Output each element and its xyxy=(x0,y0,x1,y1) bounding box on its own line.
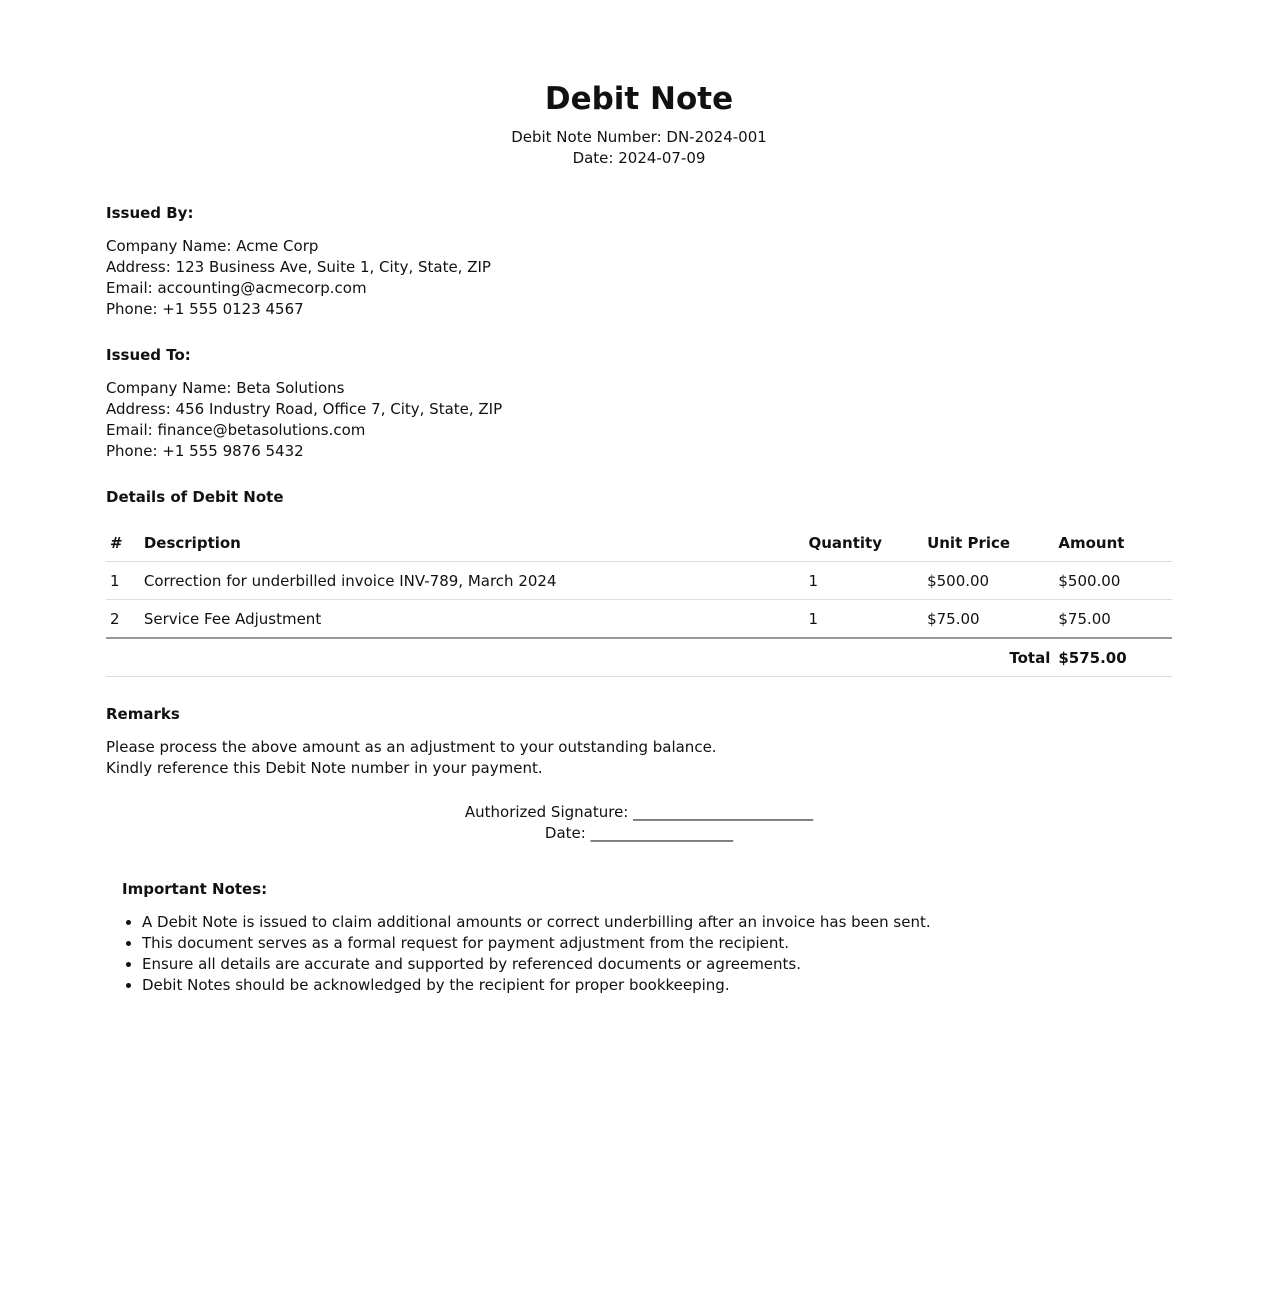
remarks-text xyxy=(106,737,1172,779)
remarks-section xyxy=(106,704,1172,779)
details-heading: Details of Debit Note xyxy=(106,488,284,506)
list-item: • Debit Notes should be acknowledged by the recipient for proper bookkeeping. xyxy=(142,975,1172,996)
total-value: $575.00 xyxy=(1054,638,1164,677)
important-notes-heading: Important Notes: xyxy=(122,880,268,898)
column-header-spacer xyxy=(1164,525,1172,562)
column-header-unit-price: Unit Price xyxy=(923,525,1054,562)
row-description: Service Fee Adjustment xyxy=(140,600,805,639)
important-notes-list xyxy=(122,912,1172,996)
row-description: Correction for underbilled invoice INV-789, March 2024 xyxy=(140,562,805,600)
list-item: • A Debit Note is issued to claim additional amounts or correct underbilling after an invoice has been sent. xyxy=(142,912,1172,933)
row-quantity: 1 xyxy=(804,600,923,639)
issued-to-phone: Phone: +1 555 9876 5432 xyxy=(106,442,304,460)
remarks-heading: Remarks xyxy=(106,705,180,723)
total-row xyxy=(106,638,1172,677)
document-meta xyxy=(106,127,1172,169)
row-unit-price: $75.00 xyxy=(923,600,1054,639)
issued-to-details xyxy=(106,378,1172,462)
issued-by-email: Email: accounting@acmecorp.com xyxy=(106,279,367,297)
row-spacer xyxy=(1164,562,1172,600)
table-row xyxy=(106,600,1172,639)
details-section xyxy=(106,487,1172,677)
debit-note-date: Date: 2024-07-09 xyxy=(572,149,706,167)
issued-by-heading: Issued By: xyxy=(106,204,194,222)
row-number: 1 xyxy=(106,562,140,600)
remarks-line-2: Kindly reference this Debit Note number in your payment. xyxy=(106,759,543,777)
issued-by-company: Company Name: Acme Corp xyxy=(106,237,319,255)
document-title: Debit Note xyxy=(544,81,734,117)
row-number: 2 xyxy=(106,600,140,639)
table-header-row xyxy=(106,525,1172,562)
list-item: • This document serves as a formal request for payment adjustment from the recipient. xyxy=(142,933,1172,954)
issued-to-email: Email: finance@betasolutions.com xyxy=(106,421,366,439)
issued-by-section xyxy=(106,203,1172,320)
issued-to-section xyxy=(106,345,1172,462)
debit-note-document xyxy=(106,0,1172,996)
column-header-number: # xyxy=(106,525,140,562)
issued-to-company: Company Name: Beta Solutions xyxy=(106,379,345,397)
items-table xyxy=(106,525,1172,677)
total-label: Total xyxy=(106,638,1054,677)
column-header-amount: Amount xyxy=(1054,525,1164,562)
signature-date-line: Date: ___________________ xyxy=(544,824,734,842)
important-notes-section xyxy=(106,879,1172,996)
table-row xyxy=(106,562,1172,600)
row-unit-price: $500.00 xyxy=(923,562,1054,600)
remarks-line-1: Please process the above amount as an adjustment to your outstanding balance. xyxy=(106,738,717,756)
row-amount: $500.00 xyxy=(1054,562,1164,600)
row-amount: $75.00 xyxy=(1054,600,1164,639)
issued-by-address: Address: 123 Business Ave, Suite 1, City, State, ZIP xyxy=(106,258,491,276)
row-quantity: 1 xyxy=(804,562,923,600)
column-header-description: Description xyxy=(140,525,805,562)
authorized-signature-line: Authorized Signature: ________________________ xyxy=(464,803,814,821)
issued-to-address: Address: 456 Industry Road, Office 7, City, State, ZIP xyxy=(106,400,503,418)
total-spacer xyxy=(1164,638,1172,677)
debit-note-number: Debit Note Number: DN-2024-001 xyxy=(511,128,767,146)
list-item: • Ensure all details are accurate and supported by referenced documents or agreements. xyxy=(142,954,1172,975)
row-spacer xyxy=(1164,600,1172,639)
column-header-quantity: Quantity xyxy=(804,525,923,562)
document-header xyxy=(106,0,1172,169)
issued-to-heading: Issued To: xyxy=(106,346,191,364)
issued-by-phone: Phone: +1 555 0123 4567 xyxy=(106,300,304,318)
signature-block xyxy=(106,802,1172,844)
issued-by-details xyxy=(106,236,1172,320)
